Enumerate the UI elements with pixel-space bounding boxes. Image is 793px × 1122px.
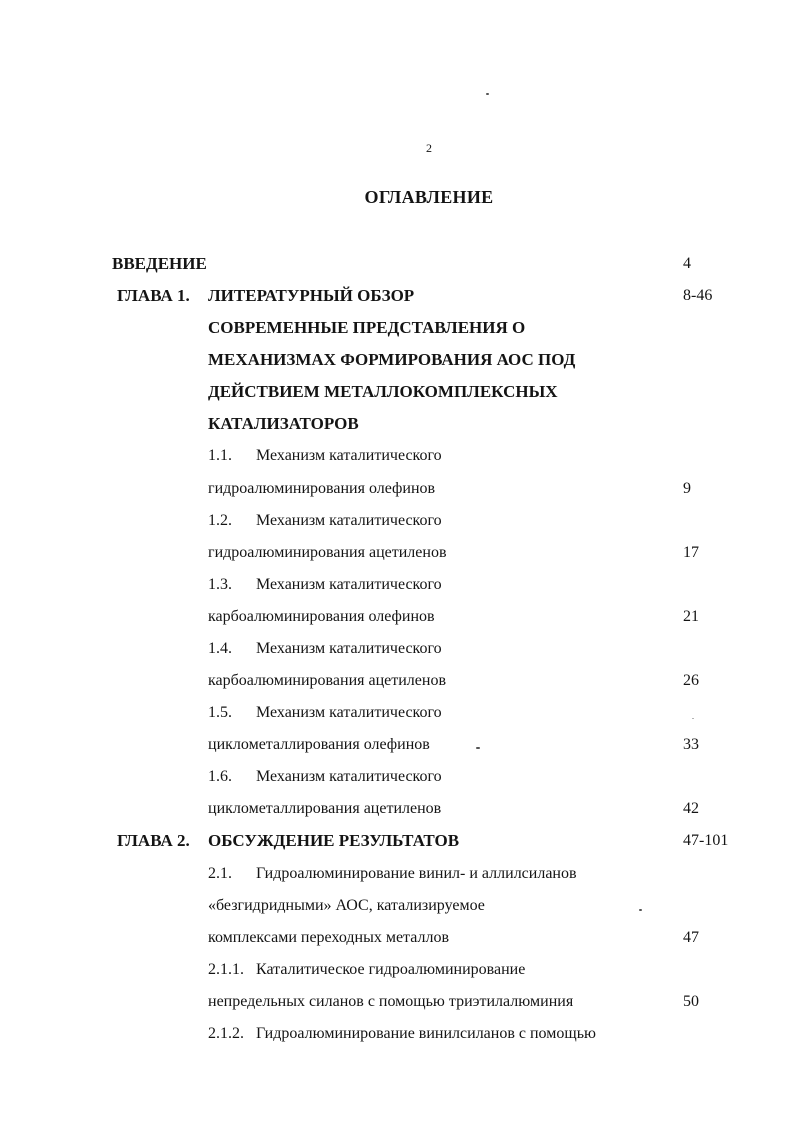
toc-entry-section	[0, 634, 793, 664]
toc-title: МЕХАНИЗМАХ ФОРМИРОВАНИЯ АОС ПОД	[208, 350, 576, 369]
toc-title: Гидроалюминирование винилсиланов с помощью	[256, 1025, 596, 1042]
toc-title: СОВРЕМЕННЫЕ ПРЕДСТАВЛЕНИЯ О	[208, 318, 526, 337]
toc-entry-section	[0, 570, 793, 600]
scan-speck	[476, 747, 480, 749]
toc-section-number: 1.4.	[208, 640, 232, 657]
toc-page: 50	[683, 993, 699, 1010]
page-title: ОГЛАВЛЕНИЕ	[364, 187, 494, 207]
toc-title: гидроалюминирования ацетиленов	[208, 544, 447, 561]
toc-title: «безгидридными» АОС, катализируемое	[208, 897, 485, 914]
toc-line	[0, 345, 793, 375]
toc-label: ГЛАВА 2.	[117, 831, 190, 850]
toc-page: 33	[683, 736, 699, 753]
toc-section-number: 2.1.1.	[208, 961, 244, 978]
toc-line	[0, 666, 793, 696]
toc-entry-section	[0, 698, 793, 728]
scan-speck	[639, 909, 642, 911]
toc-title: Механизм каталитического	[256, 512, 442, 529]
toc-section-number: 2.1.	[208, 865, 232, 882]
toc-entry-subsection	[0, 955, 793, 985]
toc-title: ДЕЙСТВИЕМ МЕТАЛЛОКОМПЛЕКСНЫХ	[208, 382, 558, 401]
toc-title: комплексами переходных металлов	[208, 929, 450, 946]
toc-page: 8-46	[683, 287, 713, 304]
toc-page: 17	[683, 544, 699, 561]
toc-line	[0, 538, 793, 568]
toc-entry-section	[0, 441, 793, 471]
toc-line	[0, 474, 793, 504]
toc-section-number: 1.3.	[208, 576, 232, 593]
toc-section-number: 1.2.	[208, 512, 232, 529]
toc-line	[0, 602, 793, 632]
toc-line	[0, 730, 793, 760]
toc-page: 42	[683, 800, 699, 817]
toc-line	[0, 891, 793, 921]
toc-line	[0, 377, 793, 407]
toc-title: Механизм каталитического	[256, 640, 442, 657]
toc-title: карбоалюминирования ацетиленов	[208, 672, 447, 689]
toc-title: непредельных силанов с помощью триэтилалюминия	[208, 993, 574, 1010]
toc-section-number: 2.1.2.	[208, 1025, 244, 1042]
toc-entry-section	[0, 762, 793, 792]
toc-page: 47	[683, 929, 699, 946]
toc-line	[0, 987, 793, 1017]
scan-speck	[486, 93, 489, 95]
toc-title: Механизм каталитического	[256, 576, 442, 593]
toc-label: ГЛАВА 1.	[117, 286, 190, 305]
toc-entry-chapter-1	[0, 281, 793, 311]
toc-title: Каталитическое гидроалюминирование	[256, 961, 526, 978]
toc-label: ВВЕДЕНИЕ	[112, 254, 207, 273]
toc-title: ЛИТЕРАТУРНЫЙ ОБЗОР	[208, 286, 415, 305]
toc-title: Механизм каталитического	[256, 704, 442, 721]
toc-title: циклометаллирования олефинов	[208, 736, 430, 753]
toc-title: КАТАЛИЗАТОРОВ	[208, 414, 359, 433]
toc-line	[0, 409, 793, 439]
toc-line	[0, 923, 793, 953]
toc-section-number: 1.6.	[208, 768, 232, 785]
toc-page: 26	[683, 672, 699, 689]
toc-section-number: 1.1.	[208, 447, 232, 464]
toc-entry-subsection	[0, 1019, 793, 1049]
toc-title: карбоалюминирования олефинов	[208, 608, 435, 625]
toc-entry-section	[0, 506, 793, 536]
toc-page: 47-101	[683, 832, 729, 849]
scan-speck	[692, 718, 694, 719]
toc-title: ОБСУЖДЕНИЕ РЕЗУЛЬТАТОВ	[208, 831, 460, 850]
toc-line	[0, 794, 793, 824]
toc-title: Гидроалюминирование винил- и аллилсиланов	[256, 865, 577, 882]
page-number: 2	[426, 141, 432, 155]
toc-entry-chapter-2	[0, 826, 793, 856]
toc-title: Механизм каталитического	[256, 768, 442, 785]
toc-line	[0, 313, 793, 343]
toc-page: 4	[683, 255, 691, 272]
toc-title: циклометаллирования ацетиленов	[208, 800, 442, 817]
toc-page: 9	[683, 480, 691, 497]
toc-section-number: 1.5.	[208, 704, 232, 721]
toc-title: гидроалюминирования олефинов	[208, 480, 436, 497]
toc-entry-introduction	[0, 249, 793, 279]
toc-title: Механизм каталитического	[256, 447, 442, 464]
toc-entry-section	[0, 859, 793, 889]
toc-page: 21	[683, 608, 699, 625]
